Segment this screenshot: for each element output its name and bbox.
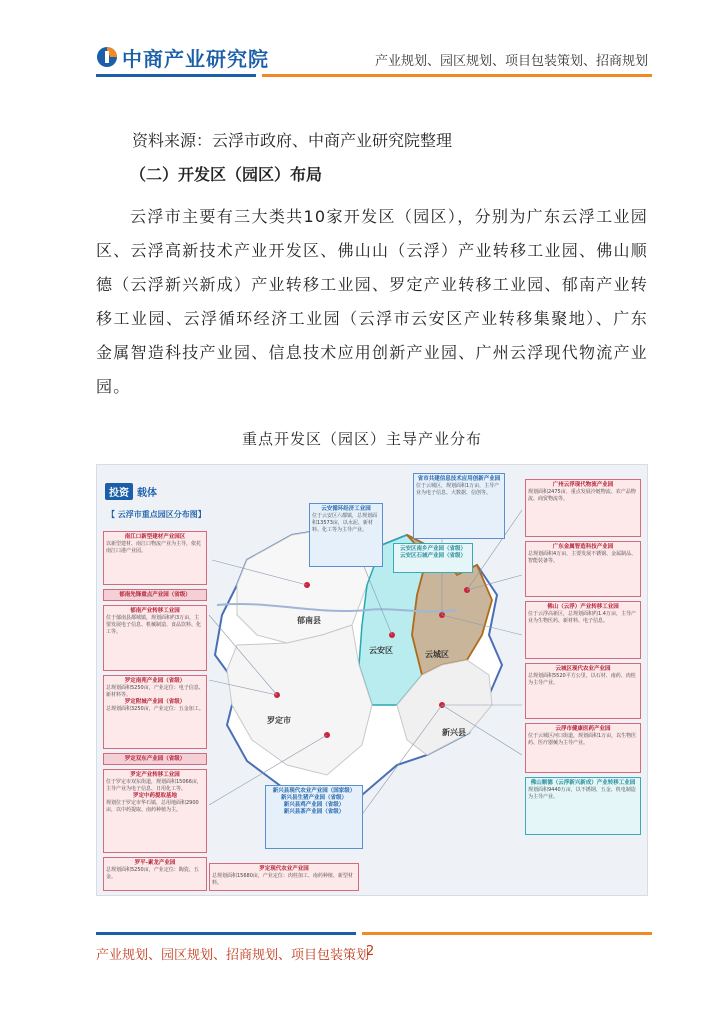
park-callout-box: 省市共建信息技术应用创新产业园 位于云城区，规划面积1万亩，主导产业为电子信息、大数据、信创等。 — [413, 473, 505, 539]
park-callout-box: 罗定双东产业园（省级） — [103, 753, 207, 765]
park-callout-box: 罗定产业转移工业园 位于罗定市双东街道，规划面积15066亩，主导产业为电子信息、日用化工等。 罗定中药提取基地 规划位于罗定市华石镇，总用地面积2900亩，以中药提取、南药种植为主。 — [103, 769, 207, 853]
footer-divider-blue — [96, 932, 356, 935]
district-label: 郁南县 — [297, 616, 321, 625]
source-line: 资料来源：云浮市政府、中商产业研究院整理 — [132, 131, 453, 150]
park-callout-box: 云安区南乡产业园（省级） 云安区石城产业园（省级） — [393, 543, 473, 573]
park-distribution-map — [96, 464, 648, 896]
header-tagline: 产业规划、园区规划、项目包装策划、招商规划 — [374, 54, 648, 69]
park-callout-box: 佛山（云浮）产业转移工业园 位于云浮高新区，总规划面积约1.4万亩，主导产业为生物医药、新材料、电子信息。 — [525, 601, 641, 659]
page-header — [0, 0, 724, 82]
logo-icon — [96, 46, 118, 68]
figure-title: 重点开发区（园区）主导产业分布 — [241, 430, 482, 448]
park-callout-box: 罗定南苑产业园（省级） 总规划面积5250亩，产业定位：电子信息、新材料等。 罗定附城产业园（省级） 总规划面积3250亩，产业定位：五金加工。 — [103, 675, 207, 749]
park-callout-box: 南江口新型建材产业园区 以新型建材、南江口物流产业为主导，依托南江口港产业园。 — [103, 531, 207, 585]
body-paragraph: 云浮市主要有三大类共10家开发区（园区），分别为广东云浮工业园区、云浮高新技术产业开发区、佛山山（云浮）产业转移工业园、佛山顺德（云浮新兴新成）产业转移工业园、罗定产业转移工业园、郁南产业转移工业园、云浮循环经济工业园（云浮市云安区产业转移集聚地）、广东金属智造科技产业园、信息技术应用创新产业园、广州云浮现代物流产业园。 — [96, 207, 648, 396]
footer-tagline: 产业规划、园区规划、招商规划、项目包装策划 — [96, 948, 370, 963]
logo-text: 中商产业研究院 — [122, 46, 269, 71]
company-logo — [96, 42, 269, 72]
header-divider-orange — [262, 74, 652, 77]
park-callout-box: 广州云浮现代物流产业园 规划面积2475亩，重点发展冷链物流、农产品物流、商贸物流等。 — [525, 479, 641, 537]
district-label: 新兴县 — [442, 728, 466, 737]
section-heading: （二）开发区（园区）布局 — [130, 165, 323, 184]
header-divider-blue — [96, 74, 256, 77]
park-callout-box: 郁南先锋重点产业园（省级） — [103, 589, 207, 601]
district-label: 罗定市 — [267, 716, 291, 725]
park-callout-box: 罗平-素龙产业园 总规划面积5250亩，产业定位：陶瓷、五金。 — [103, 857, 207, 891]
page-number: 2 — [366, 944, 375, 959]
footer-divider-orange — [362, 932, 652, 935]
map-subtitle: 【 云浮市重点园区分布图】 — [107, 510, 206, 519]
park-callout-box: 郁南产业转移工业园 位于郁南县都城镇，规划面积约3万亩，主要发展电子信息、机械制造、食品饮料、化工等。 — [103, 605, 207, 671]
district-label: 云城区 — [425, 650, 449, 659]
park-callout-box: 罗定现代农业产业园 总规划面积15680亩，产业定位：肉桂加工、南药种植、新型材料。 — [209, 863, 359, 891]
map-tag-label: 载体 — [137, 488, 157, 499]
park-callout-box: 新兴县现代农业产业园（国家级） 新兴县生猪产业园（省级） 新兴县鸡产业园（省级） 新兴县茶产业园（省级） — [265, 785, 363, 849]
park-callout-box: 佛山顺德（云浮新兴新成）产业转移工业园 规划面积9440万亩，以不锈钢、五金、机电制造为主导产业。 — [525, 777, 641, 835]
district-label: 云安区 — [369, 646, 393, 655]
map-tag: 投资 — [105, 483, 133, 500]
park-callout-box: 云安循环经济工业园 位于云安区六都镇，总规划面积13573亩，以水泥、新材料、化工等为主导产业。 — [309, 503, 383, 567]
park-callout-box: 云城区现代农业产业园 总规划面积5520平方公里，以石材、南药、肉桂为主导产业。 — [525, 663, 641, 719]
park-callout-box: 广东金属智造科技产业园 总规划面积4万亩，主要发展不锈钢、金属制品、智能装备等。 — [525, 541, 641, 597]
park-callout-box: 云浮市健康医药产业园 位于云城区河口街道，规划面积1万亩，以生物医药、医疗器械为主导产业。 — [525, 723, 641, 773]
